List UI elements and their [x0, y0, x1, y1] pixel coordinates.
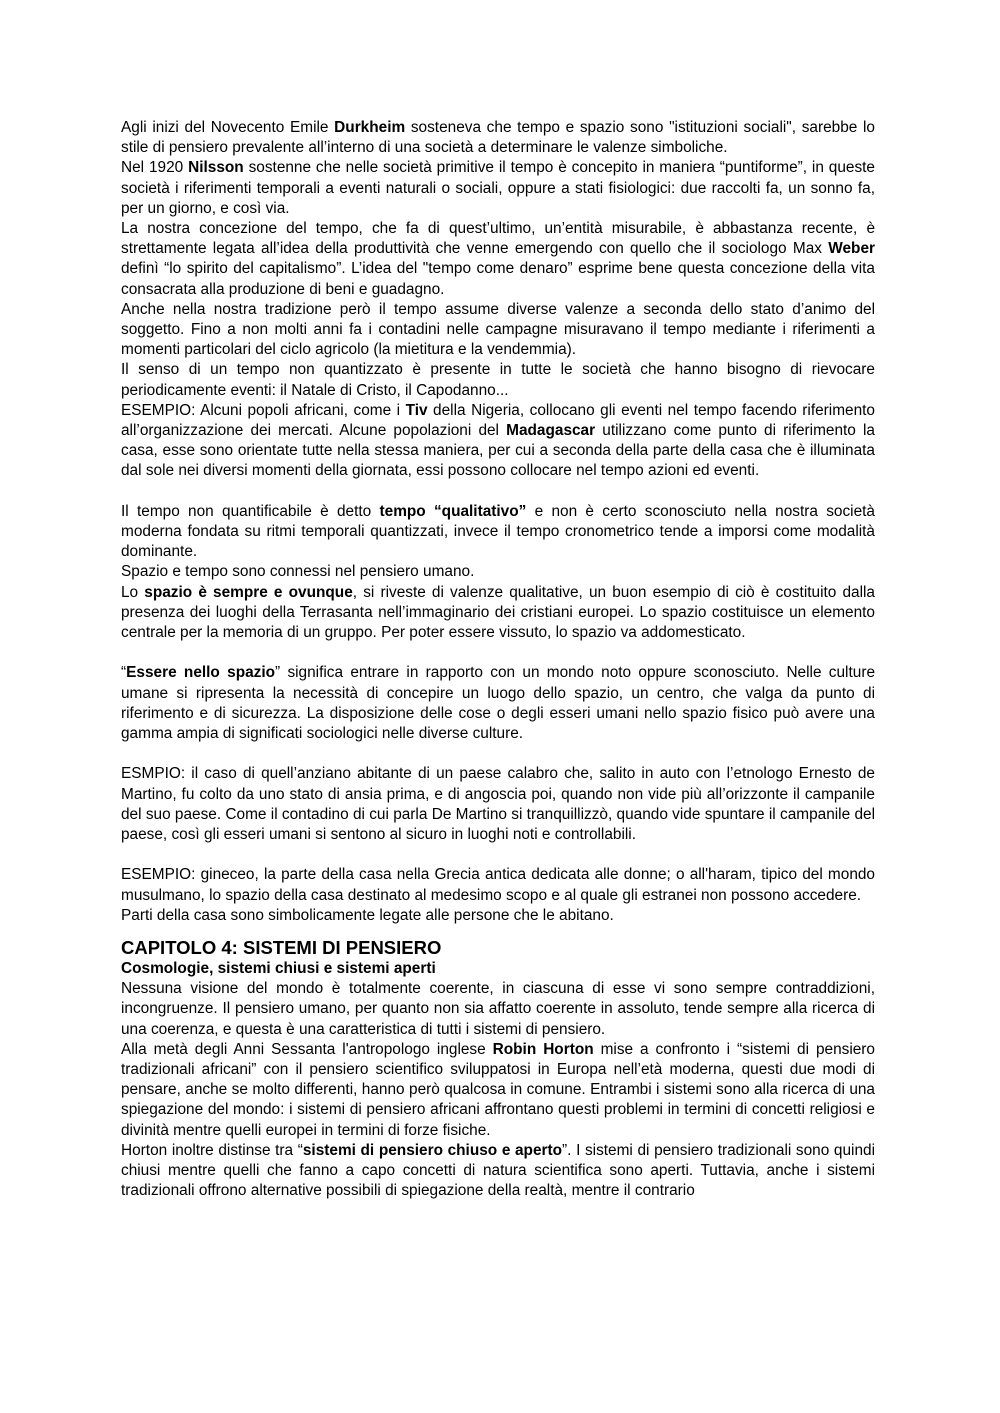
spacer — [121, 482, 875, 502]
paragraph-esempio-de-martino: ESMPIO: il caso di quell’anziano abitante di un paese calabro che, salito in auto con l’etnologo Ernesto de Martino, fu colto da uno stato di ansia prima, e di angoscia poi, quando non vide più all’orizzonte il campanile del suo paese. Come il contadino di cui parla De Martino si tranquillizzò, quando vide spuntare il campanile del paese, così gli esseri umani si sentono al sicuro in luoghi noti e controllabili. — [121, 765, 875, 844]
paragraph-parti-casa: Parti della casa sono simbolicamente legate alle persone che le abitano. — [121, 906, 614, 924]
spacer — [121, 643, 875, 663]
spacer — [121, 926, 875, 937]
paragraph-durkheim: Agli inizi del Novecento Emile Durkheim sosteneva che tempo e spazio sono "istituzioni sociali", sarebbe lo stile di pensiero prevalente all’interno di una società a determinare le valenze simboliche. — [121, 119, 875, 157]
paragraph-tradizione: Anche nella nostra tradizione però il tempo assume diverse valenze a seconda dello stato d’animo del soggetto. Fino a non molti anni fa i contadini nelle campagne misuravano il tempo mediante i riferimenti a momenti particolari del ciclo agricolo (la mietitura e la vendemmia). — [121, 300, 875, 359]
paragraph-esempio-tiv: ESEMPIO: Alcuni popoli africani, come i Tiv della Nigeria, collocano gli eventi nel tempo facendo riferimento all’organizzazione dei mercati. Alcune popolazioni del Madagascar utilizzano come punto di riferimento la casa, esse sono orientate tutte nella stessa maniera, per cui a seconda della parte della casa che è illuminata dal sole nei diversi momenti della giornata, essi possono collocare nel tempo azioni ed eventi. — [121, 401, 875, 480]
paragraph-sistemi-chiusi-aperti: Horton inoltre distinse tra “sistemi di pensiero chiuso e aperto”. I sistemi di pensiero tradizionali sono quindi chiusi mentre quelli che fanno a capo concetti di natura scientifica sono aperti. Tuttavia, anche i sistemi tradizionali offrono alternative possibili di spiegazione della realtà, mentre il contrario — [121, 1141, 875, 1200]
paragraph-tempo-qualitativo: Il tempo non quantificabile è detto tempo “qualitativo” e non è certo sconosciuto nella nostra società moderna fondata su ritmi temporali quantizzati, invece il tempo cronometrico tende a imporsi come modalità dominante. — [121, 502, 875, 561]
paragraph-robin-horton: Alla metà degli Anni Sessanta l'antropologo inglese Robin Horton mise a confronto i “sistemi di pensiero tradizionali africani” con il pensiero scientifico sviluppatosi in Europa nell’età moderna, questi due modi di pensare, anche se molto differenti, hanno però qualcosa in comune. Entrambi i sistemi sono alla ricerca di una spiegazione del mondo: i sistemi di pensiero africani affrontano questi problemi in termini di concetti religiosi e divinità mentre quelli europei in termini di forze fisiche. — [121, 1040, 875, 1139]
paragraph-essere-nello-spazio: “Essere nello spazio” significa entrare in rapporto con un mondo noto oppure sconosciuto. Nelle culture umane si ripresenta la necessità di concepire un luogo dello spazio, un centro, che valga da punto di riferimento e di sicurezza. La disposizione delle cose o degli esseri umani nello spazio fisico può avere una gamma ampia di significati sociologici nelle diverse culture. — [121, 664, 876, 743]
spacer — [121, 744, 875, 764]
spacer — [121, 845, 875, 865]
paragraph-weber: La nostra concezione del tempo, che fa di quest’ultimo, un’entità misurabile, è abbastanza recente, è strettamente legata all’idea della produttività che venne emergendo con quello che il sociologo Max Weber definì “lo spirito del capitalismo”. L’idea del "tempo come denaro” esprime bene questa concezione della vita consacrata alla produzione di beni e guadagno. — [121, 220, 875, 298]
paragraph-visione-mondo: Nessuna visione del mondo è totalmente coerente, in ciascuna di esse vi sono sempre contraddizioni, incongruenze. Il pensiero umano, per quanto non sia affatto coerente in assoluto, tende sempre alla ricerca di una coerenza, e questa è una caratteristica di tutti i sistemi di pensiero. — [121, 980, 875, 1038]
paragraph-nilsson: Nel 1920 Nilsson sostenne che nelle società primitive il tempo è concepito in maniera “puntiforme”, in queste società i riferimenti temporali a eventi naturali o sociali, oppure a stati fisiologici: due raccolti fa, un sonno fa, per un giorno, e così via. — [121, 159, 875, 217]
document-page — [121, 118, 875, 1202]
paragraph-spazio-ovunque: Lo spazio è sempre e ovunque, si riveste di valenze qualitative, un buon esempio di ciò è costituito dalla presenza dei luoghi della Terrasanta nell’immaginario dei cristiani europei. Lo spazio costituisce un elemento centrale per la memoria di un gruppo. Per poter essere vissuto, lo spazio va addomesticato. — [121, 583, 875, 642]
section-heading: Cosmologie, sistemi chiusi e sistemi aperti — [121, 960, 436, 978]
paragraph-spazio-tempo: Spazio e tempo sono connessi nel pensiero umano. — [121, 563, 475, 581]
chapter-heading: CAPITOLO 4: SISTEMI DI PENSIERO — [121, 937, 442, 959]
paragraph-esempio-gineceo: ESEMPIO: gineceo, la parte della casa nella Grecia antica dedicata alle donne; o all'haram, tipico del mondo musulmano, lo spazio della casa destinato al medesimo scopo e al quale gli estranei non possono accedere. — [121, 866, 875, 904]
paragraph-tempo-non-quantizzato: Il senso di un tempo non quantizzato è presente in tutte le società che hanno bisogno di rievocare periodicamente eventi: il Natale di Cristo, il Capodanno... — [121, 361, 875, 399]
